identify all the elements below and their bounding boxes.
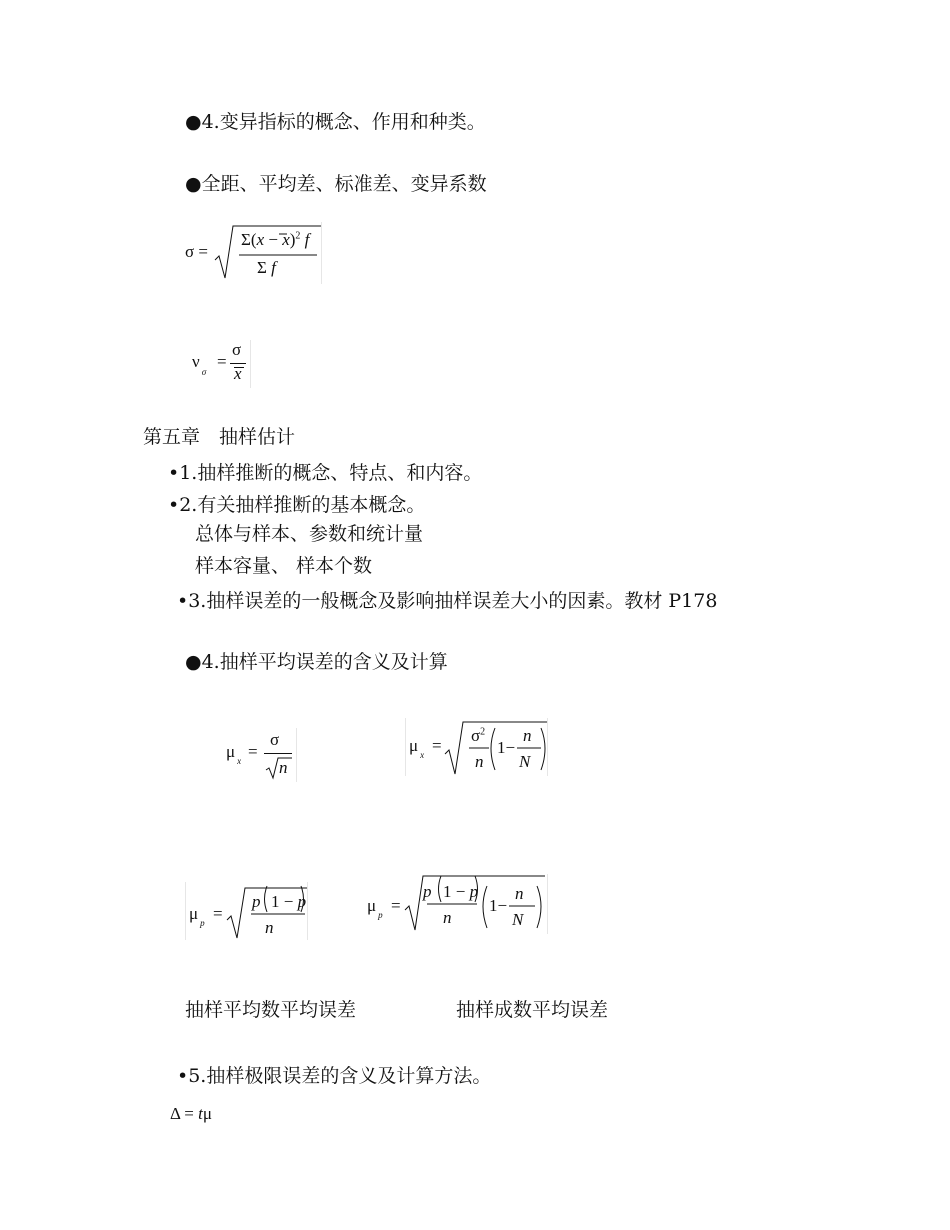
formula-mu-x-repeat: μ $_x$ = σ n	[226, 728, 298, 782]
label-proportion-error: 抽样成数平均误差	[456, 999, 609, 1021]
formula-v-sigma: $\nu_\sigma$ = σ x	[190, 340, 254, 390]
formula-mu-x-norepeat: μ $_x$ = $\sigma^2$ n 1− n N	[405, 718, 550, 778]
label-mean-error: 抽样平均数平均误差	[185, 999, 357, 1021]
bullet-mean-error: ●4.抽样平均误差的含义及计算	[185, 651, 448, 673]
bullet-limit-error: •5.抽样极限误差的含义及计算方法。	[177, 1065, 492, 1087]
sub-population-sample: 总体与样本、参数和统计量	[195, 523, 424, 545]
formula-mu-p-norepeat: μ $_p$ = p 1 − p n 1− n N	[365, 870, 550, 936]
bullet-sampling-concept: •1.抽样推断的概念、特点、和内容。	[168, 462, 483, 484]
formula-delta: Δ = tμ	[170, 1104, 212, 1123]
bullet-sampling-basic: •2.有关抽样推断的基本概念。	[168, 494, 426, 516]
bullet-sampling-error: •3.抽样误差的一般概念及影响抽样误差大小的因素。教材 P178	[177, 590, 718, 612]
bullet-variation-types: ●全距、平均差、标准差、变异系数	[185, 173, 487, 195]
chapter-title: 第五章 抽样估计	[143, 426, 296, 448]
sub-sample-size: 样本容量、 样本个数	[195, 555, 373, 577]
formula-mu-p-repeat: μ $_p$ = p 1 − p n	[185, 882, 310, 942]
bullet-variation-concept: ●4.变异指标的概念、作用和种类。	[185, 111, 486, 133]
formula-sigma: σ = $\Sigma(x - x)^2$ f Σ f	[183, 222, 323, 284]
